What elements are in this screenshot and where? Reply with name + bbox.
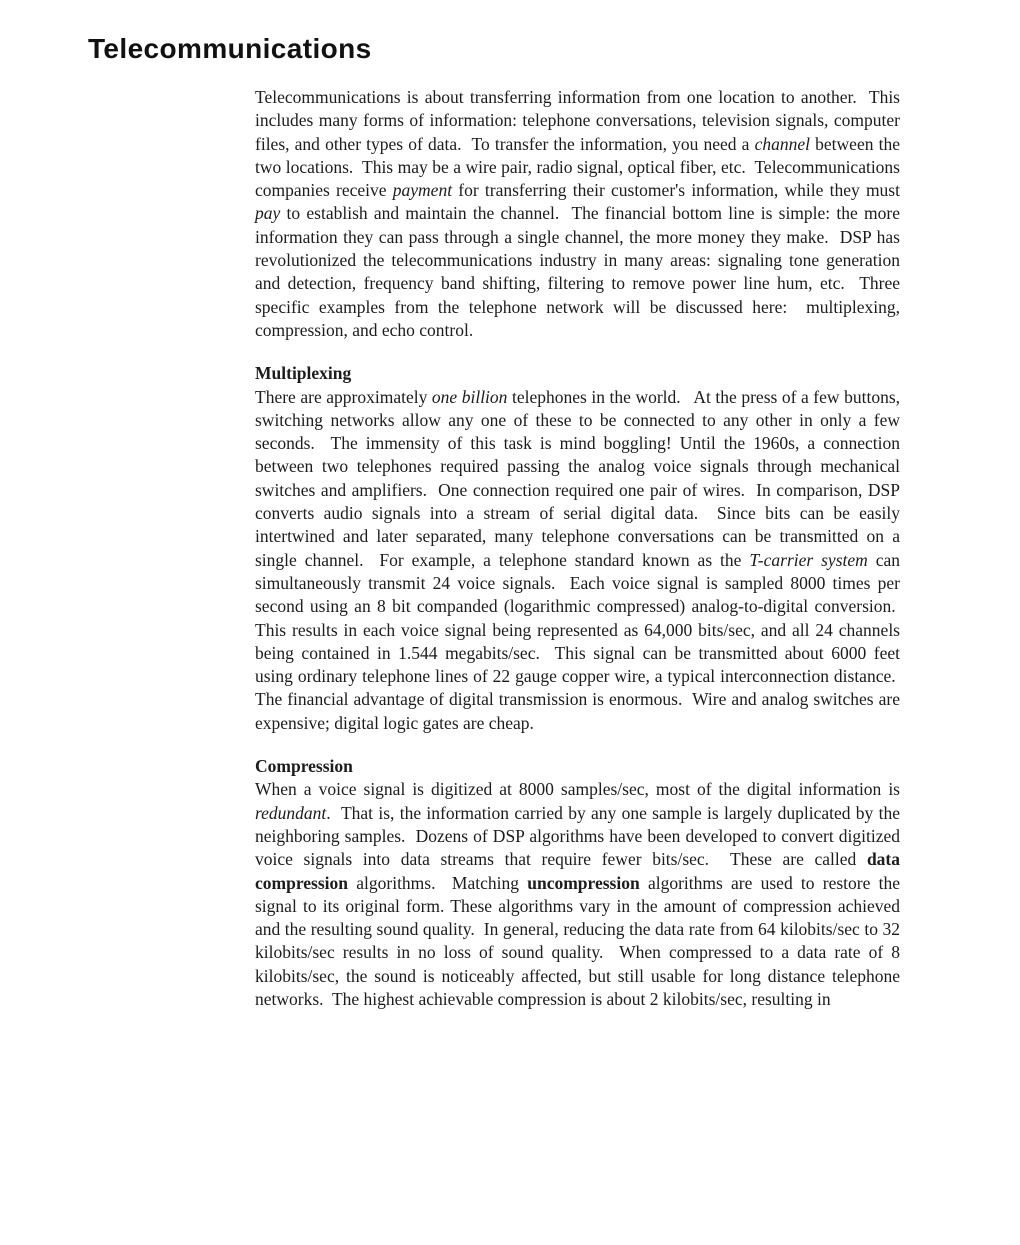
text-run: for transferring their customer's information, while they must <box>452 180 900 201</box>
text-run-italic: payment <box>392 180 453 201</box>
text-run: There are approximately <box>255 386 432 407</box>
heading-compression: Compression <box>255 756 353 777</box>
text-run-italic: pay <box>255 203 281 224</box>
text-run: Telecommunications is about transferring information from one location to another. This includes many forms of information: telephone conversations, television signals, computer files, and other types of data. To transfer the information, you need a <box>255 87 900 154</box>
text-run: telephones in the world. At the press of a few buttons, switching networks allow any one of these to be connected to any other in only a few seconds. The immensity of this task is mind boggling! Until the 1960s, a connection between two telephones required passing the analog voice signals through mechanical switches and amplifiers. One connection required one pair of wires. In comparison, DSP converts audio signals into a stream of serial digital data. Since bits can be easily intertwined and later separated, many telephone conversations can be transmitted on a single channel. For example, a telephone standard known as the <box>255 386 901 570</box>
text-run-italic: redundant <box>255 802 327 823</box>
text-run: to establish and maintain the channel. The financial bottom line is simple: the more information they can pass through a single channel, the more money they make. DSP has revolutionized the telecommunications industry in many areas: signaling tone generation and detection, frequency band shifting, filtering to remove power line hum, etc. Three specific examples from the telephone network will be discussed here: multiplexing, compression, and echo control. <box>255 203 900 340</box>
text-run: algorithms. Matching <box>348 872 528 893</box>
text-run: can simultaneously transmit 24 voice signals. Each voice signal is sampled 8000 times per second using an 8 bit companded (logarithmic compressed) analog-to-digital conversion. This results in each voice signal being represented as 64,000 bits/sec, and all 24 channels being contained in 1.544 megabits/sec. This signal can be transmitted about 6000 feet using ordinary telephone lines of 22 gauge copper wire, a typical interconnection distance. The financial advantage of digital transmission is enormous. Wire and analog switches are expensive; digital logic gates are cheap. <box>255 549 900 733</box>
text-run-bold: uncompression <box>527 872 640 893</box>
document-body <box>255 86 900 1031</box>
text-run-italic: channel <box>754 133 811 154</box>
page-title: Telecommunications <box>88 33 372 64</box>
text-run: . That is, the information carried by any one sample is largely duplicated by the neighboring samples. Dozens of DSP algorithms have been developed to convert digitized voice signals into data streams that require fewer bits/sec. These are called <box>255 802 900 870</box>
paragraph-compression <box>255 778 900 1011</box>
paragraph-multiplexing <box>255 386 900 735</box>
text-run: When a voice signal is digitized at 8000 samples/sec, most of the digital information is <box>255 779 900 800</box>
text-run: algorithms are used to restore the signal to its original form. These algorithms vary in the amount of compression achieved and the resulting sound quality. In general, reducing the data rate from 64 kilobits/sec to 32 kilobits/sec results in no loss of sound quality. When compressed to a data rate of 8 kilobits/sec, the sound is noticeably affected, but still usable for long distance telephone networks. The highest achievable compression is about 2 kilobits/sec, resulting in <box>255 872 900 1009</box>
text-run: between the two locations. This may be a wire pair, radio signal, optical fiber, etc. Telecommunications companies receive <box>255 133 900 201</box>
heading-multiplexing: Multiplexing <box>255 363 352 384</box>
text-run-italic: one billion <box>431 386 508 407</box>
text-run-italic: T-carrier system <box>749 549 868 570</box>
text-run-bold: data compression <box>255 849 900 893</box>
paragraph-intro <box>255 86 900 342</box>
